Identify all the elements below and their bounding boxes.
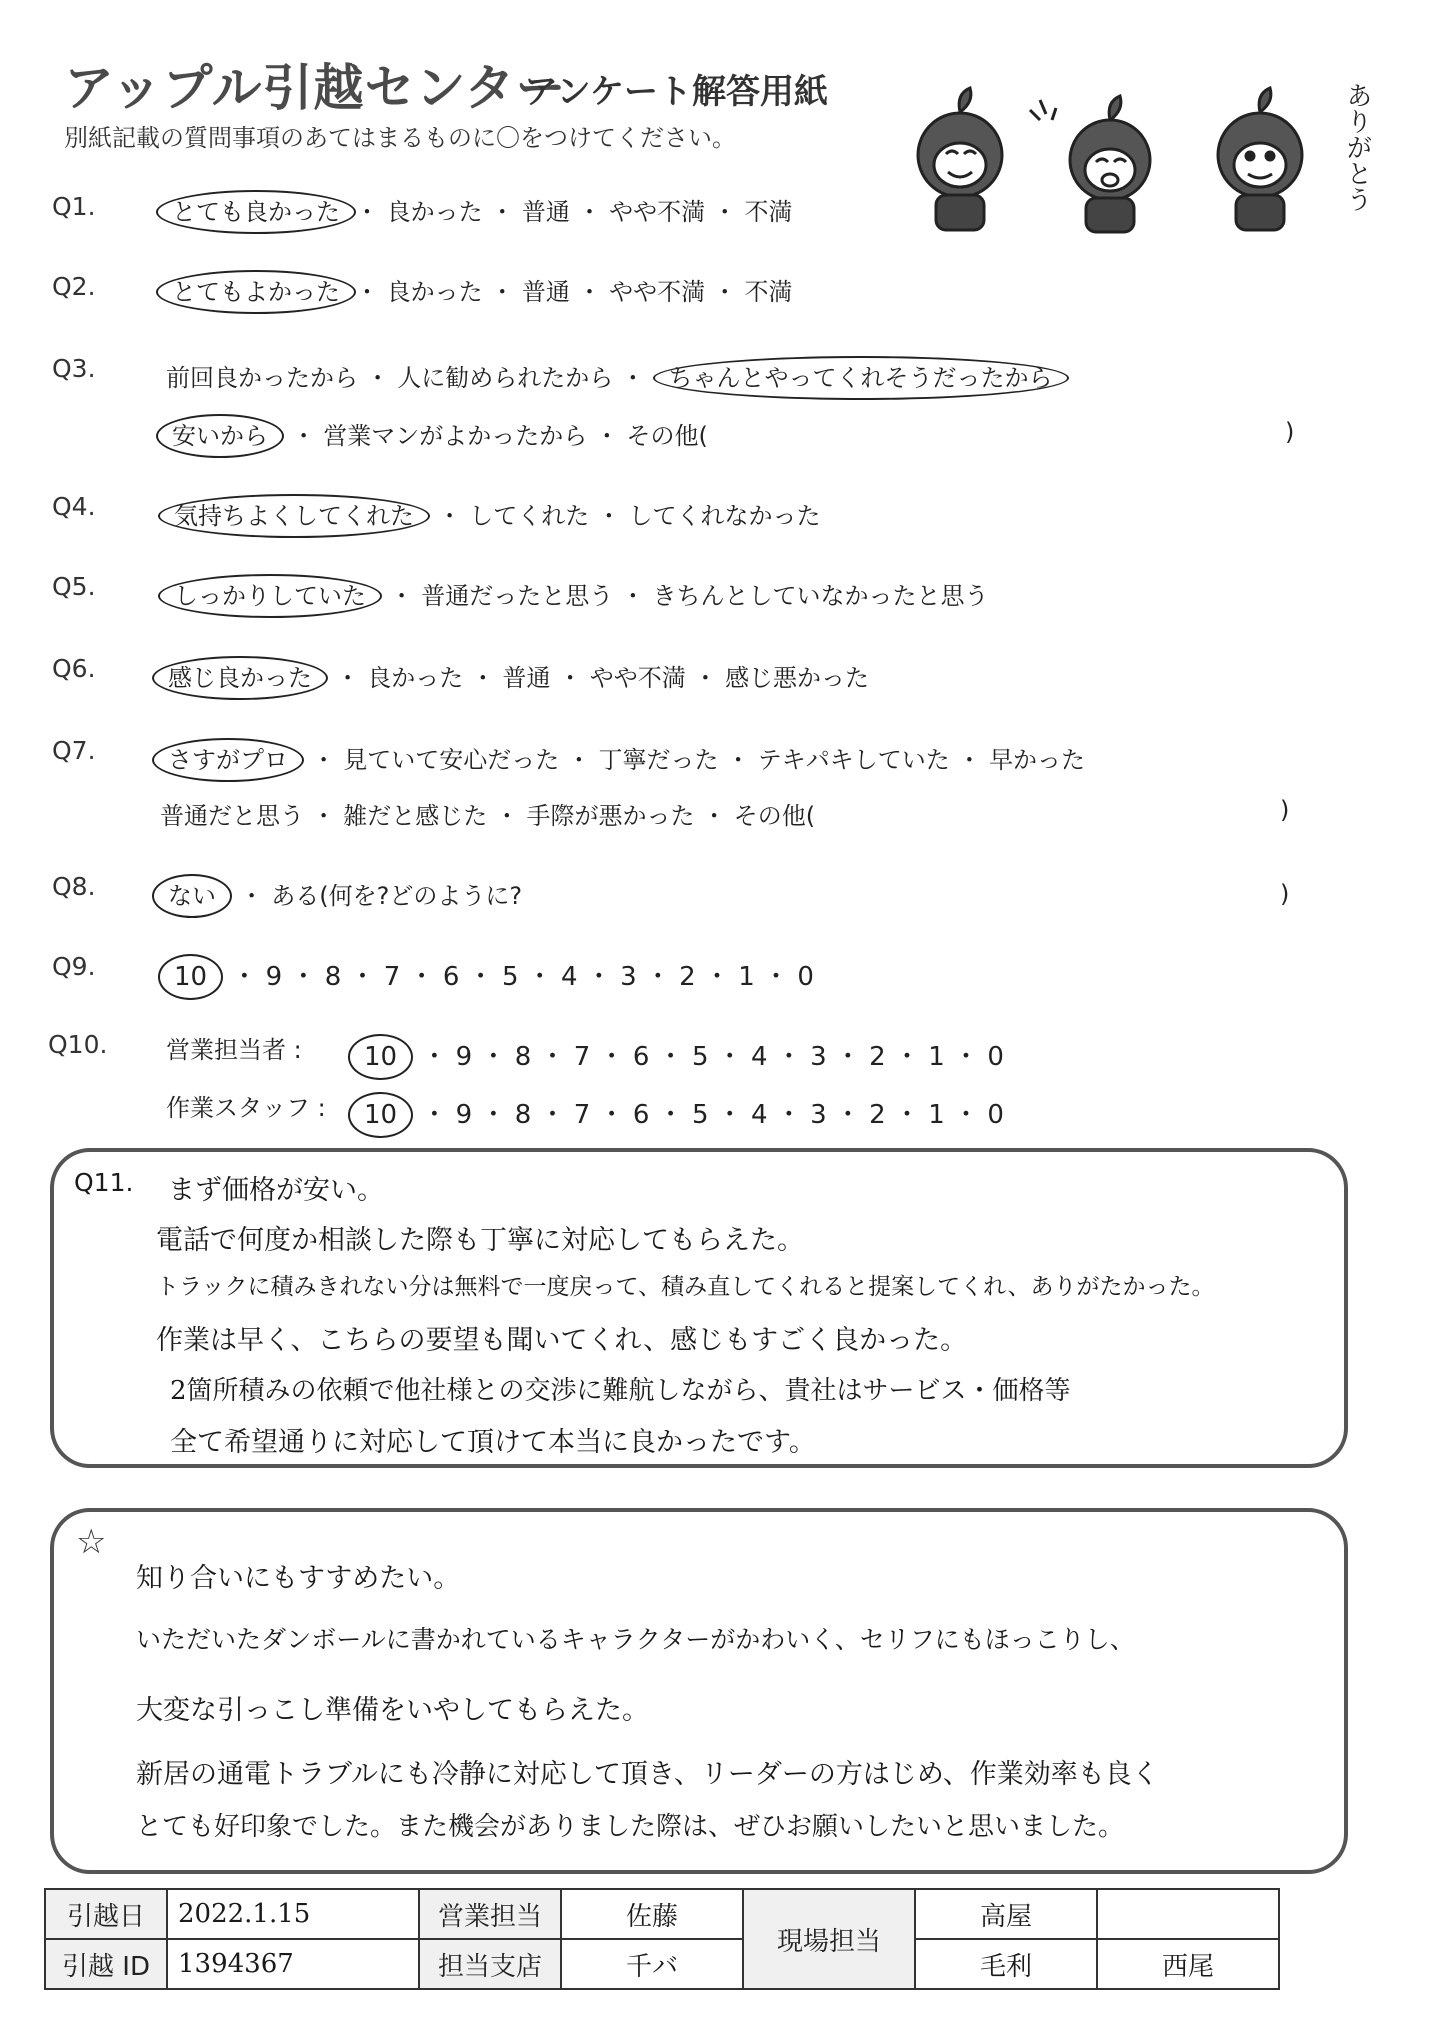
q7-option-9[interactable]: その他( [733,802,816,830]
q9-score-8[interactable]: 8 [324,962,342,992]
q11-line-5: 2箇所積みの依頼で他社様との交渉に難航しながら、貴社はサービス・価格等 [170,1376,1071,1406]
q2-option-1[interactable]: とてもよかった [156,270,356,314]
q9-score-4[interactable]: 4 [561,962,578,992]
q11-line-4: 作業は早く、こちらの要望も聞いてくれ、感じもすごく良かった。 [156,1325,968,1356]
q7-option-6[interactable]: 普通だと思う [160,802,304,830]
q10-row-sales-scale[interactable]: 10 ・ 9 ・ 8 ・ 7 ・ 6 ・ 5 ・ 4 ・ 3 ・ 2 ・ 1 ・ 0 [348,1036,1004,1073]
move-info-table [44,1888,1280,1990]
q3-option-1[interactable]: 前回良かったから [166,364,358,392]
q7-options-line1[interactable]: さすがプロ ・ 見ていて安心だった ・ 丁寧だった ・ テキパキしていた ・ 早かった [160,740,1085,775]
comment-line-4: 新居の通電トラブルにも冷静に対応して頂き、リーダーの方はじめ、作業効率も良く [136,1759,1159,1790]
q9-score-3[interactable]: 3 [620,962,637,992]
q2-option-selected[interactable] [170,272,356,307]
q7-close-paren: ) [1280,796,1290,824]
site-staff-empty [1097,1889,1279,1939]
q9-score-2[interactable]: 2 [679,962,696,992]
form-subtitle: アンケート解答用紙 [524,72,828,112]
q6-option-1[interactable]: 感じ良かった [152,656,328,700]
sales-rep-label: 営業担当 [419,1889,561,1939]
q10-row-sales-label: 営業担当者 : [166,1036,302,1064]
q5-option-1[interactable]: しっかりしていた [158,574,382,618]
move-date-value: 2022.1.15 [167,1889,419,1939]
q10-label: Q10. [48,1030,108,1059]
q5-options[interactable]: しっかりしていた ・ 普通だったと思う ・ きちんとしていなかったと思う [166,576,989,611]
q7-option-1[interactable]: さすがプロ [152,738,304,782]
site-staff-3: 西尾 [1097,1939,1279,1989]
q2-option-2[interactable]: 良かった [386,278,483,306]
move-id-label: 引越 ID [45,1939,167,1989]
instruction-text: 別紙記載の質問事項のあてはまるものに〇をつけてください。 [64,124,736,152]
comment-line-5: とても好印象でした。また機会がありました際は、ぜひお願いしたいと思いました。 [136,1812,1125,1842]
q6-options[interactable]: 感じ良かった ・ 良かった ・ 普通 ・ やや不満 ・ 感じ悪かった [160,658,869,693]
q1-options-rest[interactable]: ・ 良かった ・ 普通 ・ やや不満 ・ 不満 [355,198,793,226]
q3-options-line1[interactable]: 前回良かったから ・ 人に勧められたから ・ ちゃんとやってくれそうだったから [166,358,1069,393]
q6-option-5[interactable]: 感じ悪かった [725,664,870,692]
q9-score-1[interactable]: 1 [738,962,755,992]
q9-score-7[interactable]: 7 [383,962,401,992]
q1-option-5[interactable]: 不満 [744,198,793,226]
q10-staff-score-10[interactable]: 10 [348,1092,413,1138]
q7-option-5[interactable]: 早かった [989,746,1086,774]
q4-options[interactable]: 気持ちよくしてくれた ・ してくれた ・ してくれなかった [166,496,821,531]
q8-label: Q8. [52,872,96,901]
q9-score-10[interactable]: 10 [158,954,223,1000]
q1-option-selected[interactable] [170,192,356,227]
site-staff-1: 高屋 [915,1889,1097,1939]
q7-option-2[interactable]: 見ていて安心だった [343,746,560,774]
q5-option-3[interactable]: きちんとしていなかったと思う [652,582,989,610]
q7-options-line2[interactable]: 普通だと思う ・ 雑だと感じた ・ 手際が悪かった ・ その他( [160,802,816,830]
q5-option-2[interactable]: 普通だったと思う [421,582,614,610]
move-id-value: 1394367 [167,1939,419,1989]
q8-options[interactable]: ない ・ ある(何を?どのように? [160,876,522,911]
comment-line-3: 大変な引っこし準備をいやしてもらえた。 [136,1695,649,1726]
q1-option-3[interactable]: 普通 [521,198,570,226]
q9-score-6[interactable]: 6 [442,962,460,992]
q9-score-5[interactable]: 5 [501,962,519,992]
site-staff-2: 毛利 [915,1939,1097,1989]
q6-option-4[interactable]: やや不満 [589,664,686,692]
move-date-label: 引越日 [45,1889,167,1939]
q6-label: Q6. [52,654,96,683]
q3-option-6[interactable]: その他( [626,422,708,450]
comment-line-1: 知り合いにもすすめたい。 [136,1563,461,1594]
q8-close-paren: ) [1280,880,1290,908]
q10-row-staff-label: 作業スタッフ : [166,1094,326,1122]
q2-option-5[interactable]: 不満 [744,278,793,306]
q7-option-4[interactable]: テキパキしていた [757,746,950,774]
q4-option-2[interactable]: してくれた [469,502,590,530]
q2-label: Q2. [52,272,96,301]
q10-row-staff-scale[interactable]: 10 ・ 9 ・ 8 ・ 7 ・ 6 ・ 5 ・ 4 ・ 3 ・ 2 ・ 1 ・ 0 [348,1094,1004,1131]
q9-score-9[interactable]: 9 [265,962,283,992]
q1-option-4[interactable]: やや不満 [609,198,706,226]
q7-option-7[interactable]: 雑だと感じた [343,802,488,830]
q4-label: Q4. [52,492,96,521]
brand-title: アップル引越センター [64,59,567,117]
q3-close-paren: ) [1285,418,1295,446]
q5-label: Q5. [52,572,96,601]
q10-sales-score-10[interactable]: 10 [348,1034,413,1080]
q8-option-1[interactable]: ない [152,874,232,918]
q9-score-0[interactable]: 0 [797,962,814,992]
q2-options-rest[interactable]: ・ 良かった ・ 普通 ・ やや不満 ・ 不満 [355,278,793,306]
q1-label: Q1. [52,192,96,221]
q3-option-4[interactable]: 安いから [156,414,284,458]
q3-option-5[interactable]: 営業マンがよかったから [323,422,588,450]
branch-label: 担当支店 [419,1939,561,1989]
sales-rep-value: 佐藤 [561,1889,743,1939]
q11-line-3: トラックに積みきれない分は無料で一度戻って、積み直してくれると提案してくれ、ありがたかった。 [156,1274,1215,1300]
star-icon: ☆ [76,1522,107,1562]
thanks-text: ありがとう [1342,82,1372,212]
q11-line-2: 電話で何度か相談した際も丁寧に対応してもらえた。 [156,1225,804,1256]
branch-value: 千バ [561,1939,743,1989]
q11-label: Q11. [74,1168,134,1197]
mascot-illustration [880,70,1340,240]
q8-option-2[interactable]: ある(何を?どのように? [271,882,523,910]
q7-option-3[interactable]: 丁寧だった [598,746,719,774]
comment-line-2: いただいたダンボールに書かれているキャラクターがかわいく、セリフにもほっこりし、 [136,1625,1135,1654]
q6-option-3[interactable]: 普通 [502,664,551,692]
q1-option-2[interactable]: 良かった [386,198,483,226]
q3-option-2[interactable]: 人に勧められたから [397,364,614,392]
q2-option-4[interactable]: やや不満 [609,278,706,306]
q2-option-3[interactable]: 普通 [521,278,570,306]
q6-option-2[interactable]: 良かった [367,664,464,692]
site-staff-label: 現場担当 [743,1889,915,1989]
q11-line-1: まず価格が安い。 [168,1175,384,1206]
q11-line-6: 全て希望通りに対応して頂けて本当に良かったです。 [170,1427,816,1458]
q7-label: Q7. [52,736,96,765]
q9-scale[interactable]: 10 ・ 9 ・ 8 ・ 7 ・ 6 ・ 5 ・ 4 ・ 3 ・ 2 ・ 1 ・ 0 [166,956,814,993]
q1-option-1[interactable]: とても良かった [156,190,356,234]
q3-options-line2[interactable]: 安いから ・ 営業マンがよかったから ・ その他( [166,416,708,451]
q3-option-3[interactable]: ちゃんとやってくれそうだったから [653,356,1069,400]
q7-option-8[interactable]: 手際が悪かった [526,802,695,830]
q3-label: Q3. [52,354,96,383]
q9-label: Q9. [52,952,96,981]
q4-option-1[interactable]: 気持ちよくしてくれた [158,494,430,538]
q4-option-3[interactable]: してくれなかった [628,502,821,530]
